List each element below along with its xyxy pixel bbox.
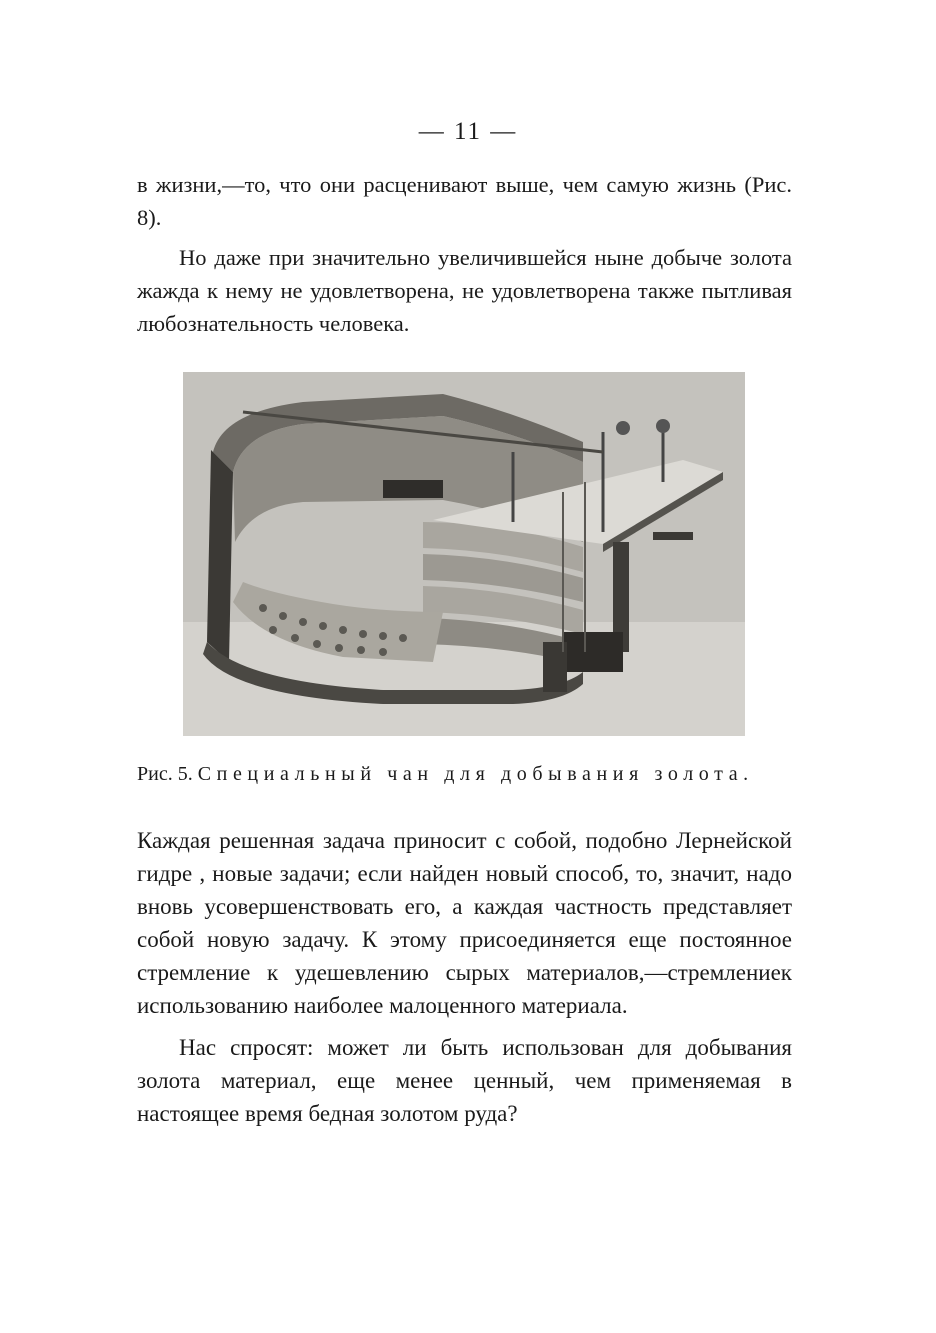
text-block-bottom bbox=[137, 824, 792, 1130]
page-number: — 11 — bbox=[418, 118, 518, 145]
caption-number: Рис. 5. bbox=[137, 763, 193, 785]
paragraph-gold-demand: Но даже при значительно увеличившейся ныне добыче золота жажда к нему не удовлетворена, не удовлетворена также пытливая любознательность человека. bbox=[137, 245, 792, 336]
figure-gold-extraction-vat bbox=[183, 372, 745, 736]
text-block-top bbox=[137, 168, 792, 340]
figure-caption bbox=[137, 763, 797, 786]
caption-text: Специальный чан для добывания золота. bbox=[197, 763, 754, 785]
paragraph-question: Нас спросят: может ли быть использован для добывания золота материал, еще менее ценный, чем применяемая в настоящее время бедная золотом руда? bbox=[137, 1035, 792, 1126]
paragraph-hydra: Каждая решенная задача приносит с собой, подобно Лернейской гидре , новые задачи; если найден новый способ, то, значит, надо вновь усовершенствовать его, а каждая частность представляет собой новую задачу. К этому присоединяется еще постоянное стремление к удешевлению сырых материалов,—стремлениек использованию наиболее малоценного материала. bbox=[137, 828, 792, 1018]
vat-illustration bbox=[183, 372, 745, 736]
paragraph-continuation: в жизни,—то, что они расценивают выше, чем самую жизнь (Рис. 8). bbox=[137, 172, 792, 230]
